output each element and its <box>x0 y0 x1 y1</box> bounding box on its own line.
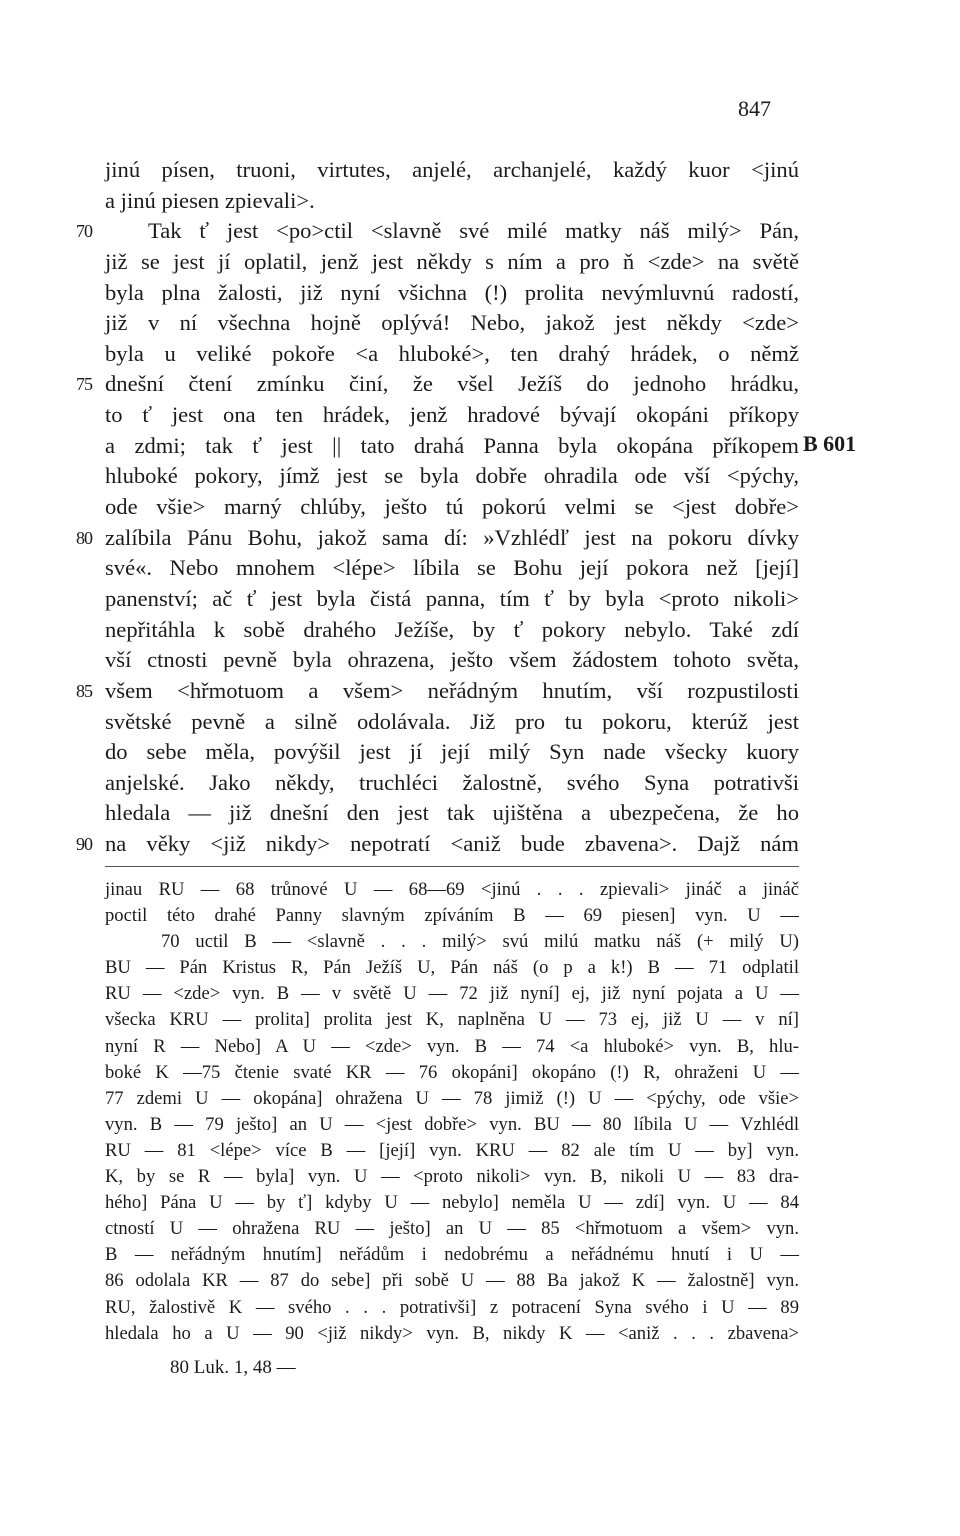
apparatus-line: 86 odolala KR — 87 do sebe] při sobě U — 88 Ba jakož K — žalostně] vyn. <box>105 1270 799 1292</box>
line-text: své«. Nebo mnohem <lépe> líbila se Bohu její pokora než [její] <box>105 555 799 581</box>
text-line <box>0 369 960 400</box>
line-text: dnešní čtení zmínku činí, že všel Ježíš do jednoho hrádku, <box>105 371 799 397</box>
line-text: anjelské. Jako někdy, truchléci žalostně, svého Syna potrativši <box>105 769 799 795</box>
line-number: 85 <box>76 680 92 701</box>
apparatus-line: RU — 81 <lépe> více B — [její] vyn. KRU — 82 ale tím U — by] vyn. <box>105 1139 799 1161</box>
apparatus-line: RU, žalostivě K — svého . . . potrativši] z potracení Syna svého i U — 89 <box>105 1296 799 1318</box>
line-text: vší ctnosti pevně byla ohrazena, ješto všem žádostem tohoto světa, <box>105 647 799 673</box>
text-line <box>0 829 960 860</box>
text-line <box>0 400 960 431</box>
text-line <box>0 676 960 707</box>
text-line <box>0 768 960 799</box>
apparatus-line: nyní R — Nebo] A U — <zde> vyn. B — 74 <a hluboké> vyn. B, hlu- <box>105 1035 799 1057</box>
apparatus-line: B — neřádným hnutím] neřádům i nedobrému a neřádnému hnutí i U — <box>105 1244 799 1266</box>
line-text: a jinú piesen zpievali>. <box>105 187 315 213</box>
margin-reference: B 601 <box>803 431 857 456</box>
text-line <box>0 492 960 523</box>
text-line <box>0 247 960 278</box>
apparatus-line: jinau RU — 68 trůnové U — 68—69 <jinú . . . zpievali> jináč a jináč <box>105 879 799 900</box>
apparatus-line: vyn. B — 79 ješto] an U — <jest dobře> vyn. BU — 80 líbila U — Vzhlédl <box>105 1113 799 1135</box>
line-text: Tak ť jest <po>ctil <slavně své milé matky náš milý> Pán, <box>148 218 799 244</box>
apparatus-line: BU — Pán Kristus R, Pán Ježíš U, Pán náš (o p a k!) B — 71 odplatil <box>105 957 799 979</box>
apparatus-line: K, by se R — byla] vyn. U — <proto nikoli> vyn. B, nikoli U — 83 dra- <box>105 1166 799 1188</box>
text-line <box>0 707 960 738</box>
text-line <box>0 615 960 646</box>
line-text: byla plna žalosti, již nyní všichna (!) prolita nevýmluvnú radostí, <box>105 279 799 305</box>
line-text: na věky <již nikdy> nepotratí <aniž bude zbavena>. Dajž nám <box>105 831 799 857</box>
text-line <box>0 186 960 217</box>
text-line <box>0 737 960 768</box>
critical-apparatus <box>105 877 799 1347</box>
apparatus-line: 77 zdemi U — okopána] ohražena U — 78 jimiž (!) U — <pýchy, ode všie> <box>105 1087 799 1109</box>
main-text <box>0 155 960 860</box>
line-number: 80 <box>76 527 92 548</box>
source-footnote: 80 Luk. 1, 48 — <box>170 1357 296 1378</box>
text-line <box>0 523 960 554</box>
text-line <box>0 798 960 829</box>
text-line <box>0 339 960 370</box>
line-number: 70 <box>76 221 92 242</box>
line-text: všem <hřmotuom a všem> neřádným hnutím, vší rozpustilosti <box>105 677 799 703</box>
line-text: hluboké pokory, jímž jest se byla dobře ohradila ode vší <pýchy, <box>105 463 799 489</box>
apparatus-line: ctností U — ohražena RU — ješto] an U — 85 <hřmotuom a všem> vyn. <box>105 1218 799 1240</box>
line-text: již se jest jí oplatil, jenž jest někdy s ním a pro ň <zde> na světě <box>105 248 799 274</box>
text-line <box>0 278 960 309</box>
line-text: světské pevně a silně odolávala. Již pro tu pokoru, kterúž jest <box>105 708 799 734</box>
apparatus-line: boké K —75 čtenie svaté KR — 76 okopáni] okopáno (!) R, ohraženi U — <box>105 1061 799 1083</box>
line-text: hledala — již dnešní den jest tak ujištěna a ubezpečena, že ho <box>105 800 799 826</box>
page-number: 847 <box>738 96 771 121</box>
line-text: již v ní všechna hojně oplývá! Nebo, jakož jest někdy <zde> <box>105 310 799 336</box>
apparatus-line: hledala ho a U — 90 <již nikdy> vyn. B, nikdy K — <aniž . . . zbavena> <box>105 1322 799 1344</box>
footnote-rule <box>105 866 799 867</box>
line-text: a zdmi; tak ť jest || tato drahá Panna byla okopána příkopem <box>105 432 799 458</box>
line-text: byla u veliké pokoře <a hluboké>, ten drahý hrádek, o němž <box>105 340 799 366</box>
text-line <box>0 308 960 339</box>
text-line <box>0 553 960 584</box>
text-line <box>0 584 960 615</box>
apparatus-line: hého] Pána U — by ť] kdyby U — nebylo] neměla U — zdí] vyn. U — 84 <box>105 1192 799 1214</box>
text-line <box>0 155 960 186</box>
line-text: zalíbila Pánu Bohu, jakož sama dí: »Vzhlédľ jest na pokoru dívky <box>105 524 799 550</box>
text-line <box>0 216 960 247</box>
line-text: to ť jest ona ten hrádek, jenž hradové bývají okopáni příkopy <box>105 402 799 428</box>
line-text: jinú písen, truoni, virtutes, anjelé, archanjelé, každý kuor <jinú <box>105 157 799 182</box>
text-line <box>0 461 960 492</box>
apparatus-line: poctil této drahé Panny slavným zpíváním B — 69 piesen] vyn. U — <box>105 905 799 927</box>
line-number: 75 <box>76 374 92 395</box>
text-line <box>0 645 960 676</box>
apparatus-line: 70 uctil B — <slavně . . . milý> svú milú matku náš (+ milý U) <box>161 931 799 953</box>
line-text: ode všie> marný chlúby, ješto tú pokorú velmi se <jest dobře> <box>105 494 799 520</box>
line-text: do sebe měla, povýšil jest jí její milý Syn nade všecky kuory <box>105 739 799 765</box>
line-text: panenství; ač ť jest byla čistá panna, tím ť by byla <proto nikoli> <box>105 585 799 611</box>
apparatus-line: všecka KRU — prolita] prolita jest K, naplněna U — 73 ej, již U — v ní] <box>105 1009 799 1031</box>
line-number: 90 <box>76 834 92 855</box>
line-text: nepřitáhla k sobě drahého Ježíše, by ť pokory nebylo. Také zdí <box>105 616 799 642</box>
apparatus-line: RU — <zde> vyn. B — v světě U — 72 již nyní] ej, již nyní pojata a U — <box>105 983 799 1005</box>
